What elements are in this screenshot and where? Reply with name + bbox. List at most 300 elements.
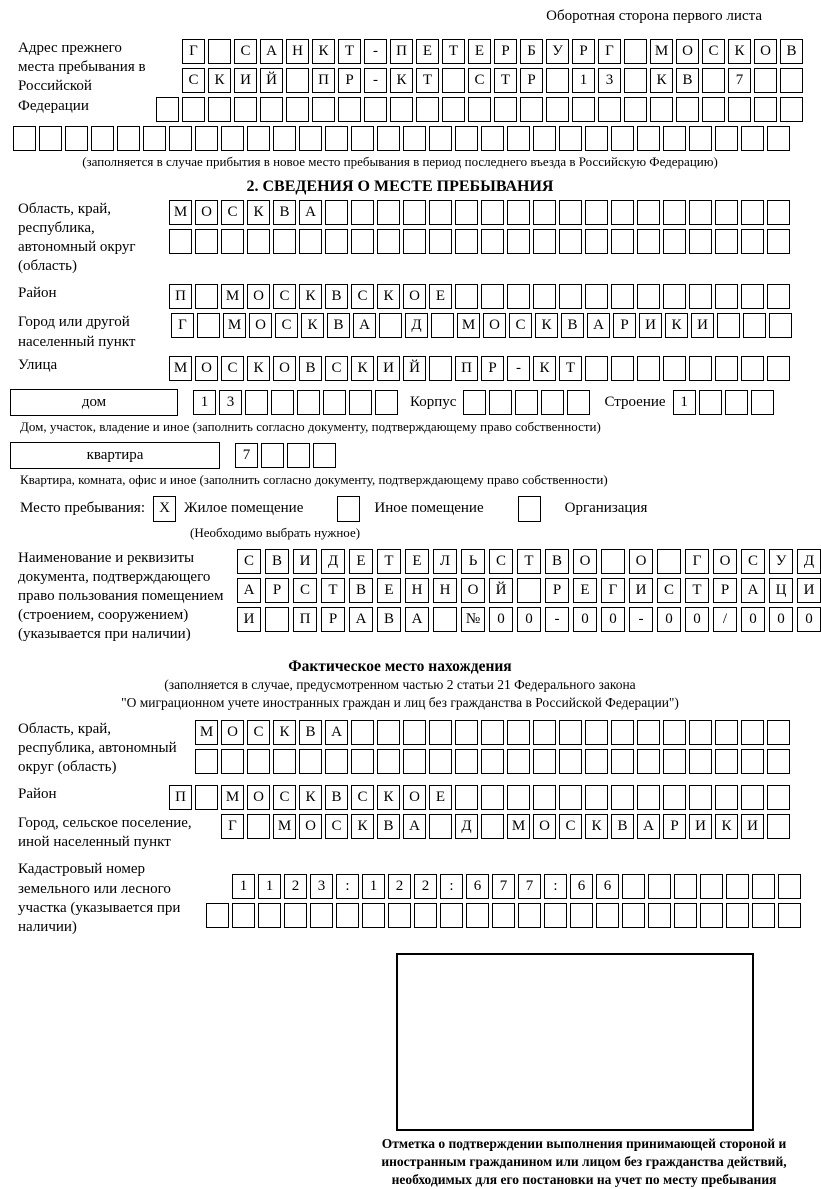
char-cell[interactable] xyxy=(767,785,790,810)
char-cell[interactable] xyxy=(245,390,268,415)
char-cell[interactable] xyxy=(466,903,489,928)
char-cell[interactable]: И xyxy=(237,607,261,632)
char-cell[interactable]: Г xyxy=(601,578,625,603)
char-cell[interactable] xyxy=(700,874,723,899)
char-cell[interactable]: Д xyxy=(797,549,821,574)
char-cell[interactable]: Г xyxy=(171,313,194,338)
char-cell[interactable] xyxy=(674,874,697,899)
char-cell[interactable] xyxy=(351,126,374,151)
char-cell[interactable] xyxy=(323,390,346,415)
char-cell[interactable] xyxy=(533,229,556,254)
char-cell[interactable] xyxy=(715,126,738,151)
char-cell[interactable]: - xyxy=(545,607,569,632)
char-cell[interactable] xyxy=(726,874,749,899)
char-cell[interactable]: 7 xyxy=(518,874,541,899)
char-cell[interactable] xyxy=(741,720,764,745)
char-cell[interactable] xyxy=(767,229,790,254)
char-cell[interactable] xyxy=(533,749,556,774)
char-cell[interactable]: М xyxy=(169,200,192,225)
char-cell[interactable] xyxy=(232,903,255,928)
char-cell[interactable] xyxy=(429,749,452,774)
char-cell[interactable]: К xyxy=(728,39,751,64)
char-cell[interactable]: 0 xyxy=(657,607,681,632)
char-cell[interactable]: А xyxy=(353,313,376,338)
char-cell[interactable] xyxy=(648,903,671,928)
char-cell[interactable] xyxy=(507,284,530,309)
char-cell[interactable] xyxy=(533,126,556,151)
char-cell[interactable] xyxy=(585,356,608,381)
char-cell[interactable]: О xyxy=(573,549,597,574)
char-cell[interactable] xyxy=(624,68,647,93)
char-cell[interactable] xyxy=(611,749,634,774)
char-cell[interactable] xyxy=(559,284,582,309)
char-cell[interactable] xyxy=(741,229,764,254)
char-cell[interactable]: А xyxy=(260,39,283,64)
char-cell[interactable] xyxy=(403,126,426,151)
char-cell[interactable] xyxy=(286,97,309,122)
char-cell[interactable]: Т xyxy=(559,356,582,381)
char-cell[interactable] xyxy=(585,200,608,225)
char-cell[interactable]: : xyxy=(544,874,567,899)
char-cell[interactable]: - xyxy=(507,356,530,381)
char-cell[interactable] xyxy=(663,284,686,309)
char-cell[interactable] xyxy=(481,200,504,225)
char-cell[interactable] xyxy=(637,229,660,254)
checkbox-organizatsiya[interactable] xyxy=(518,496,541,522)
char-cell[interactable]: / xyxy=(713,607,737,632)
char-cell[interactable]: П xyxy=(293,607,317,632)
char-cell[interactable] xyxy=(780,97,803,122)
char-cell[interactable]: - xyxy=(629,607,653,632)
char-cell[interactable] xyxy=(559,229,582,254)
char-cell[interactable]: С xyxy=(559,814,582,839)
char-cell[interactable] xyxy=(182,97,205,122)
char-cell[interactable] xyxy=(247,126,270,151)
char-cell[interactable]: Ь xyxy=(461,549,485,574)
char-cell[interactable]: К xyxy=(312,39,335,64)
char-cell[interactable]: С xyxy=(468,68,491,93)
char-cell[interactable] xyxy=(455,720,478,745)
char-cell[interactable]: С xyxy=(351,785,374,810)
char-cell[interactable]: Е xyxy=(573,578,597,603)
char-cell[interactable] xyxy=(507,200,530,225)
char-cell[interactable] xyxy=(689,785,712,810)
char-cell[interactable] xyxy=(533,785,556,810)
char-cell[interactable]: Р xyxy=(265,578,289,603)
char-cell[interactable]: 6 xyxy=(596,874,619,899)
char-cell[interactable]: 0 xyxy=(685,607,709,632)
char-cell[interactable] xyxy=(271,390,294,415)
char-cell[interactable] xyxy=(611,229,634,254)
char-cell[interactable]: А xyxy=(587,313,610,338)
char-cell[interactable] xyxy=(541,390,564,415)
char-cell[interactable]: В xyxy=(561,313,584,338)
char-cell[interactable]: В xyxy=(327,313,350,338)
char-cell[interactable]: В xyxy=(299,356,322,381)
char-cell[interactable] xyxy=(663,200,686,225)
char-cell[interactable] xyxy=(325,126,348,151)
char-cell[interactable]: У xyxy=(769,549,793,574)
checkbox-zhiloe[interactable]: X xyxy=(153,496,176,522)
char-cell[interactable]: О xyxy=(461,578,485,603)
char-cell[interactable]: Д xyxy=(455,814,478,839)
char-cell[interactable]: 3 xyxy=(219,390,242,415)
char-cell[interactable] xyxy=(507,749,530,774)
char-cell[interactable]: О xyxy=(676,39,699,64)
char-cell[interactable] xyxy=(598,97,621,122)
char-cell[interactable] xyxy=(689,749,712,774)
char-cell[interactable] xyxy=(559,200,582,225)
char-cell[interactable] xyxy=(507,785,530,810)
char-cell[interactable] xyxy=(725,390,748,415)
char-cell[interactable] xyxy=(234,97,257,122)
char-cell[interactable] xyxy=(299,126,322,151)
char-cell[interactable]: С xyxy=(221,356,244,381)
char-cell[interactable] xyxy=(689,229,712,254)
char-cell[interactable] xyxy=(221,229,244,254)
char-cell[interactable]: Р xyxy=(572,39,595,64)
char-cell[interactable]: М xyxy=(221,785,244,810)
char-cell[interactable] xyxy=(663,356,686,381)
char-cell[interactable]: И xyxy=(741,814,764,839)
char-cell[interactable]: Й xyxy=(260,68,283,93)
char-cell[interactable] xyxy=(674,903,697,928)
char-cell[interactable]: Г xyxy=(221,814,244,839)
char-cell[interactable] xyxy=(197,313,220,338)
char-cell[interactable] xyxy=(637,720,660,745)
char-cell[interactable]: О xyxy=(273,356,296,381)
char-cell[interactable] xyxy=(743,313,766,338)
char-cell[interactable]: 1 xyxy=(258,874,281,899)
char-cell[interactable] xyxy=(624,97,647,122)
char-cell[interactable] xyxy=(455,126,478,151)
char-cell[interactable] xyxy=(390,97,413,122)
char-cell[interactable]: О xyxy=(247,785,270,810)
char-cell[interactable]: Б xyxy=(520,39,543,64)
char-cell[interactable]: Г xyxy=(598,39,621,64)
char-cell[interactable] xyxy=(481,749,504,774)
char-cell[interactable] xyxy=(637,200,660,225)
char-cell[interactable]: В xyxy=(349,578,373,603)
char-cell[interactable]: Р xyxy=(520,68,543,93)
char-cell[interactable] xyxy=(611,720,634,745)
char-cell[interactable] xyxy=(206,903,229,928)
char-cell[interactable]: 3 xyxy=(598,68,621,93)
char-cell[interactable] xyxy=(299,229,322,254)
char-cell[interactable] xyxy=(715,785,738,810)
char-cell[interactable] xyxy=(442,68,465,93)
char-cell[interactable]: Е xyxy=(377,578,401,603)
char-cell[interactable]: И xyxy=(629,578,653,603)
char-cell[interactable] xyxy=(663,229,686,254)
char-cell[interactable] xyxy=(767,200,790,225)
char-cell[interactable] xyxy=(247,814,270,839)
char-cell[interactable] xyxy=(247,229,270,254)
char-cell[interactable] xyxy=(637,749,660,774)
char-cell[interactable] xyxy=(208,39,231,64)
char-cell[interactable]: Н xyxy=(433,578,457,603)
char-cell[interactable] xyxy=(284,903,307,928)
char-cell[interactable] xyxy=(258,903,281,928)
char-cell[interactable] xyxy=(313,443,336,468)
char-cell[interactable] xyxy=(364,97,387,122)
char-cell[interactable]: 1 xyxy=(232,874,255,899)
char-cell[interactable] xyxy=(195,749,218,774)
char-cell[interactable]: В xyxy=(676,68,699,93)
char-cell[interactable] xyxy=(767,814,790,839)
char-cell[interactable] xyxy=(362,903,385,928)
char-cell[interactable] xyxy=(546,97,569,122)
char-cell[interactable] xyxy=(517,578,541,603)
char-cell[interactable] xyxy=(624,39,647,64)
char-cell[interactable]: 6 xyxy=(466,874,489,899)
char-cell[interactable]: И xyxy=(293,549,317,574)
char-cell[interactable] xyxy=(585,785,608,810)
char-cell[interactable]: О xyxy=(195,356,218,381)
char-cell[interactable] xyxy=(741,284,764,309)
char-cell[interactable] xyxy=(715,720,738,745)
char-cell[interactable]: Ц xyxy=(769,578,793,603)
char-cell[interactable]: К xyxy=(650,68,673,93)
char-cell[interactable] xyxy=(752,874,775,899)
char-cell[interactable]: А xyxy=(299,200,322,225)
char-cell[interactable]: К xyxy=(299,284,322,309)
char-cell[interactable]: О xyxy=(299,814,322,839)
char-cell[interactable] xyxy=(689,356,712,381)
char-cell[interactable]: В xyxy=(325,284,348,309)
char-cell[interactable]: И xyxy=(234,68,257,93)
char-cell[interactable] xyxy=(39,126,62,151)
char-cell[interactable] xyxy=(611,200,634,225)
char-cell[interactable] xyxy=(715,356,738,381)
char-cell[interactable]: И xyxy=(639,313,662,338)
char-cell[interactable]: С xyxy=(325,356,348,381)
char-cell[interactable] xyxy=(455,749,478,774)
char-cell[interactable]: К xyxy=(299,785,322,810)
char-cell[interactable]: Е xyxy=(429,785,452,810)
char-cell[interactable]: : xyxy=(440,874,463,899)
char-cell[interactable]: Т xyxy=(377,549,401,574)
char-cell[interactable] xyxy=(468,97,491,122)
char-cell[interactable]: О xyxy=(713,549,737,574)
char-cell[interactable]: А xyxy=(405,607,429,632)
char-cell[interactable]: 1 xyxy=(362,874,385,899)
char-cell[interactable] xyxy=(429,720,452,745)
char-cell[interactable] xyxy=(265,607,289,632)
char-cell[interactable]: А xyxy=(349,607,373,632)
char-cell[interactable]: К xyxy=(247,200,270,225)
char-cell[interactable] xyxy=(663,785,686,810)
char-cell[interactable]: К xyxy=(377,785,400,810)
char-cell[interactable]: Т xyxy=(338,39,361,64)
char-cell[interactable]: Т xyxy=(685,578,709,603)
char-cell[interactable] xyxy=(388,903,411,928)
char-cell[interactable] xyxy=(377,200,400,225)
char-cell[interactable] xyxy=(287,443,310,468)
char-cell[interactable]: С xyxy=(657,578,681,603)
char-cell[interactable] xyxy=(351,720,374,745)
char-cell[interactable] xyxy=(65,126,88,151)
char-cell[interactable]: Н xyxy=(286,39,309,64)
char-cell[interactable]: 2 xyxy=(414,874,437,899)
char-cell[interactable]: К xyxy=(208,68,231,93)
char-cell[interactable]: 7 xyxy=(728,68,751,93)
checkbox-inoe[interactable] xyxy=(337,496,360,522)
char-cell[interactable]: В xyxy=(545,549,569,574)
char-cell[interactable] xyxy=(429,229,452,254)
char-cell[interactable] xyxy=(637,284,660,309)
char-cell[interactable] xyxy=(375,390,398,415)
char-cell[interactable] xyxy=(518,903,541,928)
char-cell[interactable] xyxy=(481,126,504,151)
char-cell[interactable]: М xyxy=(223,313,246,338)
char-cell[interactable] xyxy=(403,720,426,745)
char-cell[interactable]: 0 xyxy=(517,607,541,632)
char-cell[interactable]: 0 xyxy=(601,607,625,632)
char-cell[interactable]: С xyxy=(351,284,374,309)
char-cell[interactable] xyxy=(767,284,790,309)
char-cell[interactable]: И xyxy=(797,578,821,603)
char-cell[interactable]: № xyxy=(461,607,485,632)
char-cell[interactable]: М xyxy=(273,814,296,839)
char-cell[interactable]: С xyxy=(273,785,296,810)
char-cell[interactable]: С xyxy=(273,284,296,309)
char-cell[interactable] xyxy=(559,720,582,745)
char-cell[interactable] xyxy=(13,126,36,151)
char-cell[interactable]: - xyxy=(364,68,387,93)
char-cell[interactable] xyxy=(351,200,374,225)
char-cell[interactable]: 0 xyxy=(797,607,821,632)
char-cell[interactable]: С xyxy=(293,578,317,603)
char-cell[interactable]: С xyxy=(221,200,244,225)
char-cell[interactable] xyxy=(429,126,452,151)
char-cell[interactable]: 3 xyxy=(310,874,333,899)
char-cell[interactable] xyxy=(715,200,738,225)
char-cell[interactable] xyxy=(433,607,457,632)
char-cell[interactable]: У xyxy=(546,39,569,64)
char-cell[interactable] xyxy=(489,390,512,415)
char-cell[interactable]: В xyxy=(273,200,296,225)
char-cell[interactable] xyxy=(689,200,712,225)
char-cell[interactable]: П xyxy=(455,356,478,381)
char-cell[interactable] xyxy=(663,720,686,745)
char-cell[interactable]: М xyxy=(650,39,673,64)
char-cell[interactable] xyxy=(702,97,725,122)
char-cell[interactable] xyxy=(377,229,400,254)
char-cell[interactable] xyxy=(195,229,218,254)
char-cell[interactable]: П xyxy=(390,39,413,64)
char-cell[interactable] xyxy=(481,229,504,254)
char-cell[interactable]: С xyxy=(489,549,513,574)
char-cell[interactable] xyxy=(515,390,538,415)
char-cell[interactable]: В xyxy=(377,607,401,632)
char-cell[interactable]: 7 xyxy=(492,874,515,899)
char-cell[interactable] xyxy=(611,785,634,810)
char-cell[interactable]: К xyxy=(377,284,400,309)
char-cell[interactable] xyxy=(637,126,660,151)
char-cell[interactable]: П xyxy=(169,785,192,810)
char-cell[interactable] xyxy=(247,749,270,774)
char-cell[interactable] xyxy=(648,874,671,899)
char-cell[interactable] xyxy=(351,229,374,254)
char-cell[interactable]: Р xyxy=(713,578,737,603)
char-cell[interactable] xyxy=(741,356,764,381)
char-cell[interactable] xyxy=(689,284,712,309)
char-cell[interactable] xyxy=(312,97,335,122)
char-cell[interactable]: Р xyxy=(338,68,361,93)
char-cell[interactable] xyxy=(273,749,296,774)
char-cell[interactable]: О xyxy=(403,785,426,810)
char-cell[interactable] xyxy=(769,313,792,338)
char-cell[interactable] xyxy=(143,126,166,151)
char-cell[interactable]: С xyxy=(741,549,765,574)
char-cell[interactable] xyxy=(585,126,608,151)
char-cell[interactable] xyxy=(663,126,686,151)
char-cell[interactable] xyxy=(481,284,504,309)
char-cell[interactable] xyxy=(260,97,283,122)
char-cell[interactable]: А xyxy=(637,814,660,839)
char-cell[interactable] xyxy=(546,68,569,93)
char-cell[interactable] xyxy=(379,313,402,338)
char-cell[interactable]: Й xyxy=(489,578,513,603)
char-cell[interactable] xyxy=(429,356,452,381)
char-cell[interactable]: К xyxy=(665,313,688,338)
char-cell[interactable]: 1 xyxy=(673,390,696,415)
char-cell[interactable] xyxy=(533,284,556,309)
char-cell[interactable] xyxy=(715,284,738,309)
char-cell[interactable] xyxy=(325,749,348,774)
char-cell[interactable]: С xyxy=(275,313,298,338)
char-cell[interactable] xyxy=(286,68,309,93)
char-cell[interactable]: О xyxy=(221,720,244,745)
char-cell[interactable] xyxy=(572,97,595,122)
char-cell[interactable] xyxy=(351,749,374,774)
char-cell[interactable] xyxy=(273,229,296,254)
char-cell[interactable]: К xyxy=(301,313,324,338)
char-cell[interactable] xyxy=(507,229,530,254)
char-cell[interactable]: К xyxy=(273,720,296,745)
char-cell[interactable] xyxy=(570,903,593,928)
char-cell[interactable] xyxy=(349,390,372,415)
char-cell[interactable]: С xyxy=(702,39,725,64)
char-cell[interactable] xyxy=(261,443,284,468)
char-cell[interactable] xyxy=(221,126,244,151)
char-cell[interactable] xyxy=(559,749,582,774)
char-cell[interactable] xyxy=(429,200,452,225)
char-cell[interactable] xyxy=(169,126,192,151)
char-cell[interactable]: 0 xyxy=(769,607,793,632)
char-cell[interactable]: П xyxy=(169,284,192,309)
char-cell[interactable] xyxy=(559,126,582,151)
char-cell[interactable]: К xyxy=(715,814,738,839)
char-cell[interactable] xyxy=(325,200,348,225)
char-cell[interactable]: Р xyxy=(494,39,517,64)
char-cell[interactable]: А xyxy=(325,720,348,745)
char-cell[interactable] xyxy=(585,720,608,745)
char-cell[interactable]: Р xyxy=(663,814,686,839)
char-cell[interactable]: О xyxy=(247,284,270,309)
char-cell[interactable]: А xyxy=(741,578,765,603)
char-cell[interactable] xyxy=(689,126,712,151)
char-cell[interactable] xyxy=(221,749,244,774)
char-cell[interactable] xyxy=(494,97,517,122)
char-cell[interactable] xyxy=(91,126,114,151)
char-cell[interactable] xyxy=(208,97,231,122)
char-cell[interactable] xyxy=(596,903,619,928)
char-cell[interactable]: 0 xyxy=(573,607,597,632)
char-cell[interactable] xyxy=(741,749,764,774)
char-cell[interactable]: В xyxy=(611,814,634,839)
